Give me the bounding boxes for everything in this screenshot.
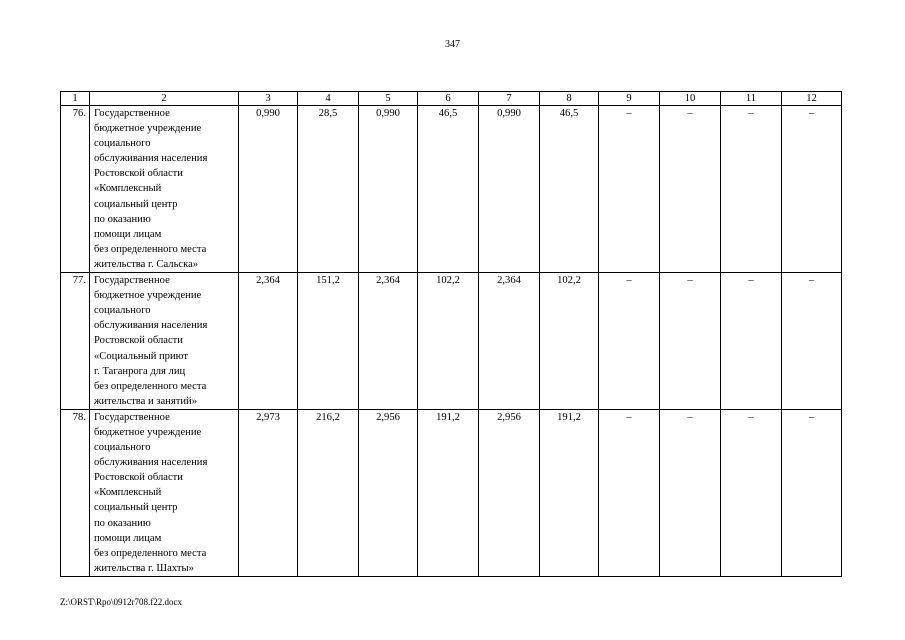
value-cell: 46,5	[540, 106, 599, 273]
row-number: 76.	[61, 106, 90, 273]
value-cell: 2,956	[479, 409, 540, 576]
value-cell: –	[660, 273, 721, 410]
column-number-header: 8	[540, 92, 599, 106]
row-number: 77.	[61, 273, 90, 410]
value-cell: 191,2	[540, 409, 599, 576]
table-row	[61, 273, 842, 410]
institution-name-line: без определенного места	[94, 547, 207, 559]
table-row	[61, 106, 842, 273]
institution-name-line: жительства г. Сальска»	[94, 258, 199, 270]
institution-name-line: г. Таганрога для лиц	[94, 365, 186, 377]
institution-name-line: «Социальный приют	[94, 350, 189, 362]
column-number-header: 10	[660, 92, 721, 106]
institution-name-line: Государственное	[94, 411, 170, 423]
value-cell: 102,2	[540, 273, 599, 410]
institution-name-line: Ростовской области	[94, 335, 183, 347]
value-cell: –	[782, 409, 842, 576]
column-number-header: 5	[359, 92, 418, 106]
institution-name-line: социального	[94, 442, 151, 454]
value-cell: 2,364	[239, 273, 298, 410]
value-cell: 28,5	[298, 106, 359, 273]
institution-name-line: обслуживания населения	[94, 153, 208, 165]
institution-name-line: «Комплексный	[94, 487, 162, 499]
table-header-row	[61, 92, 842, 106]
value-cell: 0,990	[479, 106, 540, 273]
institution-name	[90, 273, 239, 410]
institution-name-line: без определенного места	[94, 380, 207, 392]
page-number: 347	[445, 39, 460, 50]
column-number-header: 6	[418, 92, 479, 106]
value-cell: 2,364	[359, 273, 418, 410]
column-number-header: 2	[90, 92, 239, 106]
value-cell: 0,990	[359, 106, 418, 273]
value-cell: 216,2	[298, 409, 359, 576]
institution-name-line: социальный центр	[94, 502, 178, 514]
value-cell: –	[782, 106, 842, 273]
value-cell: 2,956	[359, 409, 418, 576]
value-cell: 0,990	[239, 106, 298, 273]
institution-name	[90, 106, 239, 273]
value-cell: 102,2	[418, 273, 479, 410]
column-number-header: 9	[599, 92, 660, 106]
value-cell: –	[599, 273, 660, 410]
institution-name-line: без определенного места	[94, 243, 207, 255]
value-cell: –	[599, 409, 660, 576]
value-cell: 191,2	[418, 409, 479, 576]
institution-name-line: жительства г. Шахты»	[94, 562, 194, 574]
value-cell: –	[721, 106, 782, 273]
institution-name-line: бюджетное учреждение	[94, 290, 202, 302]
value-cell: –	[721, 409, 782, 576]
institution-name-line: Государственное	[94, 108, 170, 119]
column-number-header: 12	[782, 92, 842, 106]
institution-name-line: «Комплексный	[94, 183, 162, 195]
column-number-header: 1	[61, 92, 90, 106]
value-cell: –	[599, 106, 660, 273]
institution-name-line: Государственное	[94, 275, 170, 287]
institution-name-line: Ростовской области	[94, 472, 183, 484]
row-number: 78.	[61, 409, 90, 576]
institution-name-line: помощи лицам	[94, 228, 162, 240]
institution-name-line: обслуживания населения	[94, 320, 208, 332]
institution-name-line: социального	[94, 138, 151, 150]
institution-name	[90, 409, 239, 576]
column-number-header: 11	[721, 92, 782, 106]
value-cell: 2,364	[479, 273, 540, 410]
institution-name-line: по оказанию	[94, 213, 151, 225]
institution-name-line: социальный центр	[94, 198, 178, 210]
value-cell: 2,973	[239, 409, 298, 576]
institution-name-line: помощи лицам	[94, 532, 162, 544]
institution-name-line: социального	[94, 305, 151, 317]
table-row	[61, 409, 842, 576]
institution-name-line: Ростовской области	[94, 168, 183, 180]
institution-name-line: обслуживания населения	[94, 457, 208, 469]
institution-name-line: жительства и занятий»	[94, 395, 197, 407]
column-number-header: 3	[239, 92, 298, 106]
column-number-header: 7	[479, 92, 540, 106]
value-cell: –	[660, 106, 721, 273]
institution-name-line: по оказанию	[94, 517, 151, 529]
value-cell: –	[660, 409, 721, 576]
document-file-path: Z:\ORST\Rpo\0912r708.f22.docx	[60, 597, 182, 607]
value-cell: 151,2	[298, 273, 359, 410]
value-cell: 46,5	[418, 106, 479, 273]
value-cell: –	[721, 273, 782, 410]
column-number-header: 4	[298, 92, 359, 106]
institution-name-line: бюджетное учреждение	[94, 426, 202, 438]
value-cell: –	[782, 273, 842, 410]
institution-name-line: бюджетное учреждение	[94, 123, 202, 135]
data-table	[60, 91, 842, 577]
